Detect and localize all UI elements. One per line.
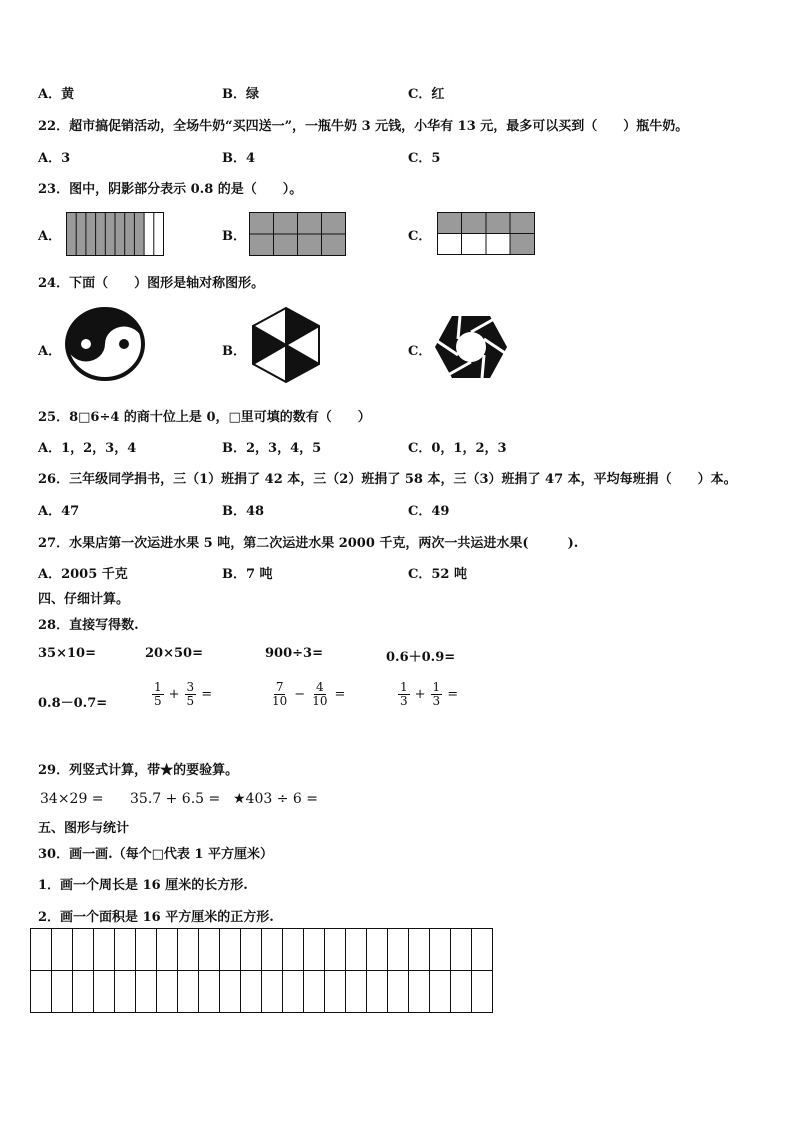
q23-figure-a[interactable] xyxy=(66,212,164,256)
q23-figure-b[interactable] xyxy=(249,212,346,256)
grid-cell[interactable] xyxy=(31,971,52,1013)
hexagon-triangles-icon[interactable] xyxy=(251,306,321,384)
q27-stem: 27．水果店第一次运进水果 5 吨，第二次运进水果 2000 千克，两次一共运进水果( ). xyxy=(38,536,579,551)
q24-option-c[interactable]: C． xyxy=(408,344,432,359)
grid-cell[interactable] xyxy=(430,971,451,1013)
q24-option-b[interactable]: B． xyxy=(222,344,246,359)
q28-expr-3: 900÷3= xyxy=(265,646,323,661)
q27-option-b[interactable]: B．7 吨 xyxy=(222,567,273,582)
q29-expr-2: 35.7 + 6.5 = xyxy=(130,791,221,807)
q21-option-b[interactable]: B．绿 xyxy=(222,87,259,102)
q30-stem: 30．画一画.（每个□代表 1 平方厘米） xyxy=(38,847,273,862)
grid-cell[interactable] xyxy=(178,971,199,1013)
q29-stem: 29．列竖式计算，带★的要验算。 xyxy=(38,763,239,778)
q28-expr-5: 0.8－0.7= xyxy=(38,696,108,711)
section-heading-4: 四、仔细计算。 xyxy=(38,592,130,607)
grid-cell[interactable] xyxy=(136,971,157,1013)
grid-cell[interactable] xyxy=(409,971,430,1013)
q21-option-a[interactable]: A．黄 xyxy=(38,87,75,102)
grid-cell[interactable] xyxy=(241,971,262,1013)
grid-cell[interactable] xyxy=(52,971,73,1013)
grid-cell[interactable] xyxy=(346,971,367,1013)
grid-cell[interactable] xyxy=(472,929,493,971)
grid-cell[interactable] xyxy=(115,929,136,971)
q28-fraction-expr-1: $\frac{1}{5}$ + $\frac{3}{5}$ = xyxy=(154,680,213,708)
q23-option-a[interactable]: A． xyxy=(38,229,62,244)
q22-option-c[interactable]: C．5 xyxy=(408,151,441,166)
drawing-grid[interactable] xyxy=(30,928,493,1013)
grid-cell[interactable] xyxy=(73,929,94,971)
q30-sub-1: 1．画一个周长是 16 厘米的长方形. xyxy=(38,878,248,893)
q23-option-c[interactable]: C． xyxy=(408,229,432,244)
q21-option-c[interactable]: C．红 xyxy=(408,87,445,102)
grid-cell[interactable] xyxy=(451,929,472,971)
grid-cell[interactable] xyxy=(262,929,283,971)
grid-cell[interactable] xyxy=(262,971,283,1013)
grid-cell[interactable] xyxy=(472,971,493,1013)
aperture-icon[interactable] xyxy=(434,315,508,379)
grid-cell[interactable] xyxy=(178,929,199,971)
grid-cell[interactable] xyxy=(367,971,388,1013)
grid-cell[interactable] xyxy=(52,929,73,971)
q26-option-c[interactable]: C．49 xyxy=(408,504,450,519)
grid-cell[interactable] xyxy=(388,971,409,1013)
grid-cell[interactable] xyxy=(136,929,157,971)
grid-cell[interactable] xyxy=(430,929,451,971)
q29-expr-1: 34×29 = xyxy=(40,791,104,807)
grid-cell[interactable] xyxy=(283,929,304,971)
q26-option-b[interactable]: B．48 xyxy=(222,504,265,519)
grid-cell[interactable] xyxy=(451,971,472,1013)
grid-cell[interactable] xyxy=(115,971,136,1013)
q25-stem: 25．8□6÷4 的商十位上是 0，□里可填的数有（ ） xyxy=(38,410,371,425)
q24-option-a[interactable]: A． xyxy=(38,344,62,359)
grid-cell[interactable] xyxy=(199,971,220,1013)
grid-cell[interactable] xyxy=(157,929,178,971)
q30-sub-2: 2．画一个面积是 16 平方厘米的正方形. xyxy=(38,910,274,925)
grid-row xyxy=(31,971,493,1013)
q25-option-b[interactable]: B．2，3，4，5 xyxy=(222,441,322,456)
grid-cell[interactable] xyxy=(94,971,115,1013)
grid-cell[interactable] xyxy=(325,971,346,1013)
yin-yang-icon[interactable] xyxy=(65,307,145,381)
q28-expr-1: 35×10= xyxy=(38,646,96,661)
q22-option-a[interactable]: A．3 xyxy=(38,151,71,166)
q28-expr-2: 20×50= xyxy=(145,646,203,661)
grid-cell[interactable] xyxy=(325,929,346,971)
q22-option-b[interactable]: B．4 xyxy=(222,151,256,166)
grid-cell[interactable] xyxy=(346,929,367,971)
q23-figure-c[interactable] xyxy=(437,212,535,255)
grid-cell[interactable] xyxy=(73,971,94,1013)
grid-cell[interactable] xyxy=(283,971,304,1013)
grid-cell[interactable] xyxy=(220,929,241,971)
q27-option-a[interactable]: A．2005 千克 xyxy=(38,567,128,582)
q25-option-c[interactable]: C．0，1，2，3 xyxy=(408,441,507,456)
grid-cell[interactable] xyxy=(241,929,262,971)
q29-expr-3: ★403 ÷ 6 = xyxy=(233,791,318,807)
grid-cell[interactable] xyxy=(199,929,220,971)
grid-cell[interactable] xyxy=(367,929,388,971)
q26-option-a[interactable]: A．47 xyxy=(38,504,80,519)
grid-cell[interactable] xyxy=(304,971,325,1013)
q28-expr-4: 0.6＋0.9= xyxy=(386,650,456,665)
q22-stem: 22．超市搞促销活动，全场牛奶“买四送一”，一瓶牛奶 3 元钱，小华有 13 元，最多可以买到（ ）瓶牛奶。 xyxy=(38,119,689,134)
grid-cell[interactable] xyxy=(31,929,52,971)
grid-cell[interactable] xyxy=(388,929,409,971)
grid-cell[interactable] xyxy=(94,929,115,971)
q24-stem: 24．下面（ ）图形是轴对称图形。 xyxy=(38,276,265,291)
q26-stem: 26．三年级同学捐书，三（1）班捐了 42 本，三（2）班捐了 58 本，三（3）班捐了 47 本，平均每班捐（ ）本。 xyxy=(38,472,737,487)
grid-cell[interactable] xyxy=(157,971,178,1013)
grid-cell[interactable] xyxy=(220,971,241,1013)
q23-stem: 23．图中，阴影部分表示 0.8 的是（ ）。 xyxy=(38,182,303,197)
q25-option-a[interactable]: A．1，2，3，4 xyxy=(38,441,137,456)
q23-option-b[interactable]: B． xyxy=(222,229,246,244)
q28-fraction-expr-2: $\frac{7}{10}$ − $\frac{4}{10}$ = xyxy=(272,680,346,708)
grid-row xyxy=(31,929,493,971)
q28-fraction-expr-3: $\frac{1}{3}$ + $\frac{1}{3}$ = xyxy=(400,680,459,708)
grid-cell[interactable] xyxy=(304,929,325,971)
q27-option-c[interactable]: C．52 吨 xyxy=(408,567,467,582)
q28-stem: 28．直接写得数. xyxy=(38,618,139,633)
grid-cell[interactable] xyxy=(409,929,430,971)
section-heading-5: 五、图形与统计 xyxy=(38,821,130,836)
